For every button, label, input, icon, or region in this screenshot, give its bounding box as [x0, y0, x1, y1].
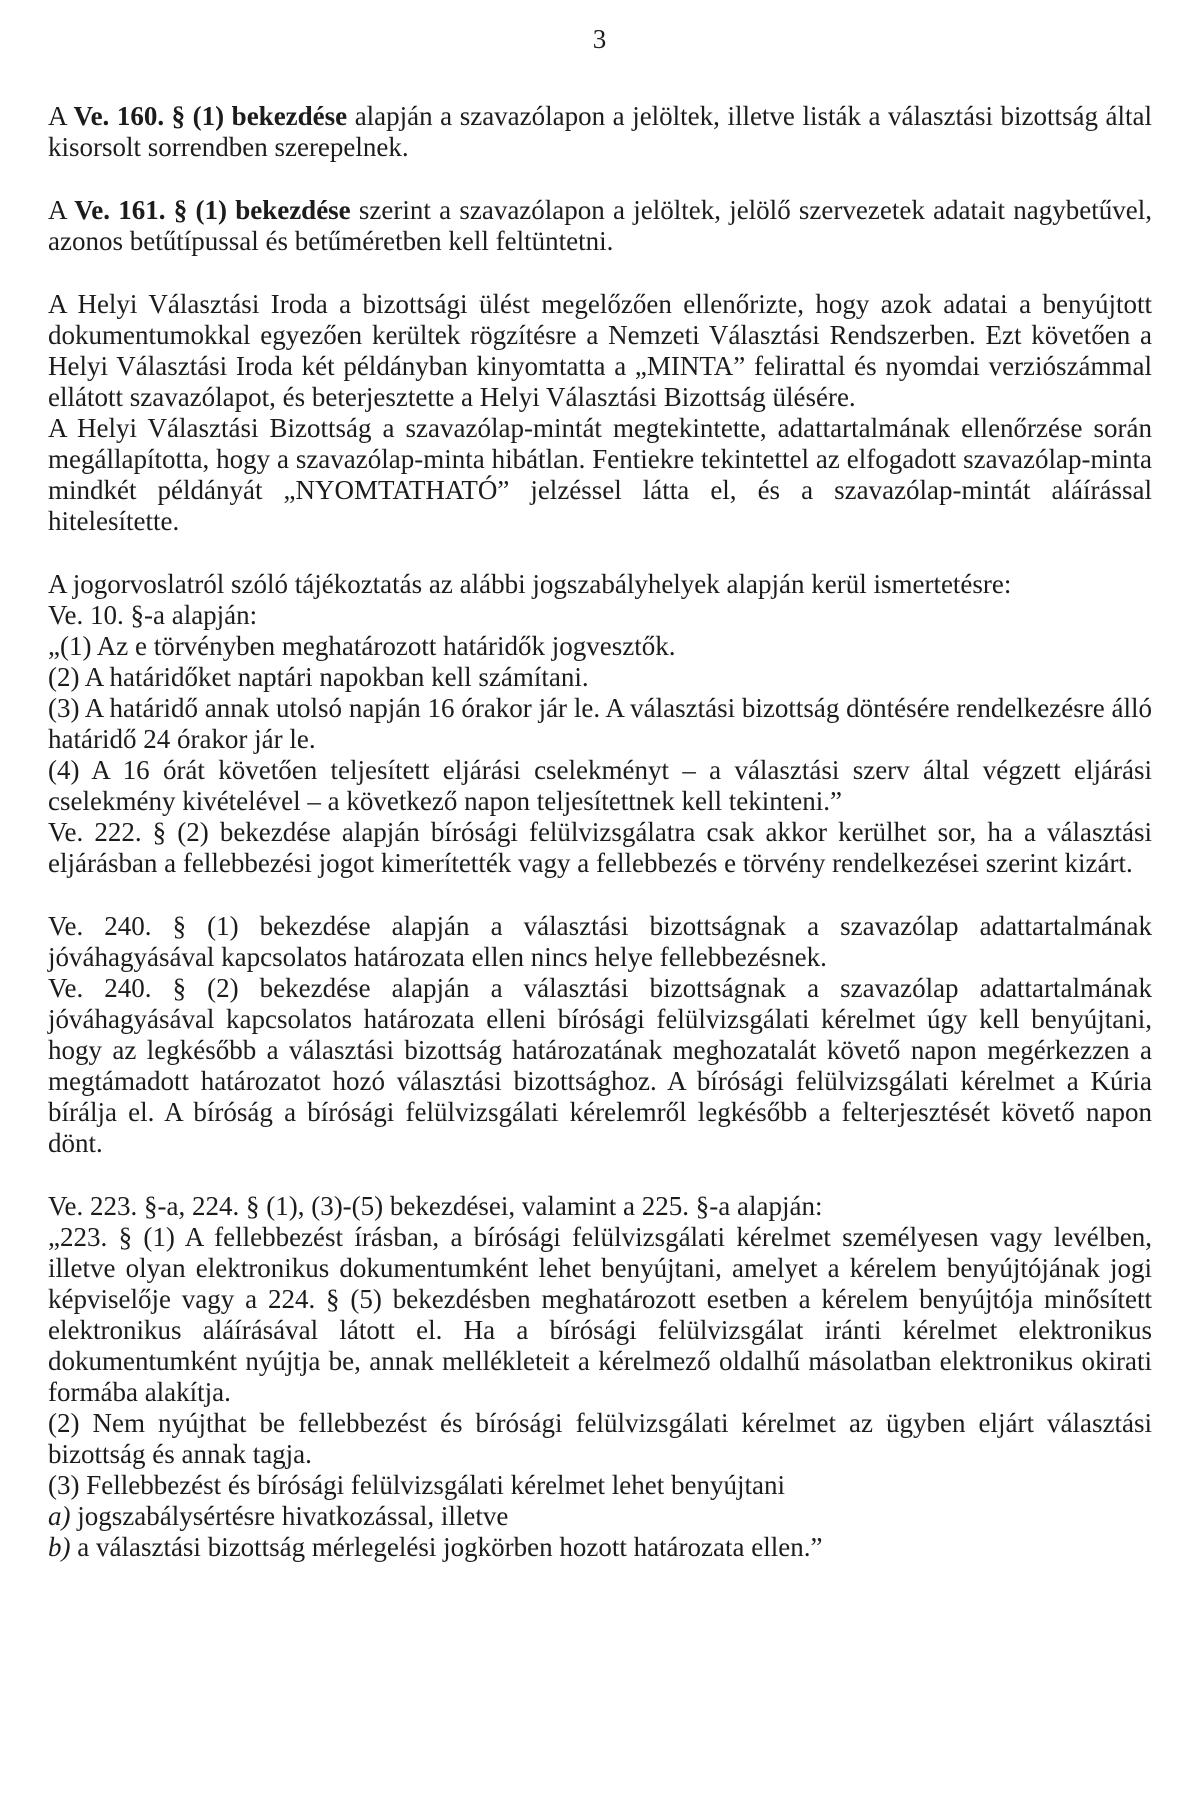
text-run: alapján a szavazólapon a jelöltek, illetve listák a választási bizottság által kisorsolt sorrendben szerepelnek.: [48, 101, 1152, 162]
text-run: a választási bizottság mérlegelési jogkörben hozott határozata ellen.”: [70, 1532, 823, 1562]
paragraph-223-2: (2) Nem nyújthat be fellebbezést és bírósági felülvizsgálati kérelmet az ügyben eljárt választási bizottság és annak tagja.: [48, 1408, 1152, 1469]
paragraph-ve-10-1: „(1) Az e törvényben meghatározott határidők jogvesztők.: [48, 631, 676, 661]
text-run: A: [48, 101, 74, 131]
text-run: jogszabálysértésre hivatkozással, illetve: [70, 1501, 509, 1531]
law-reference-ve-161: Ve. 161. § (1) bekezdése: [74, 195, 351, 225]
paragraph-ve-222: Ve. 222. § (2) bekezdése alapján bírósági felülvizsgálatra csak akkor kerülhet sor, ha a választási eljárásban a fellebbezési jogot kimerítették vagy a fellebbezés e törvény rendelkezései szerint kizárt.: [48, 817, 1152, 878]
paragraph-ve-223-intro: Ve. 223. §-a, 224. § (1), (3)-(5) bekezdései, valamint a 225. §-a alapján:: [48, 1191, 823, 1221]
paragraph-ve-240-2: Ve. 240. § (2) bekezdése alapján a választási bizottságnak a szavazólap adattartalmának jóváhagyásával kapcsolatos határozata elleni bírósági felülvizsgálati kérelmet úgy kell benyújtani, hogy az legkésőbb a választási bizottság határozatának meghozatalát követő napon megérkezzen a megtámadott határozatot hozó választási bizottsághoz. A bírósági felülvizsgálati kérelmet a Kúria bírálja el. A bíróság a bírósági felülvizsgálati kérelemről legkésőbb a felterjesztését követő napon dönt.: [48, 973, 1152, 1158]
list-marker-b: b): [48, 1532, 71, 1562]
law-reference-ve-160: Ve. 160. § (1) bekezdése: [73, 101, 348, 131]
paragraph-ve-10-intro: Ve. 10. §-a alapján:: [48, 600, 258, 630]
text-run: szerint a szavazólapon a jelöltek, jelölő szervezetek adatait nagybetűvel, azonos betűtípussal és betűméretben kell feltüntetni.: [48, 195, 1152, 256]
paragraph-ve-161: [48, 195, 1152, 257]
paragraph-223-1: „223. § (1) A fellebbezést írásban, a bírósági felülvizsgálati kérelmet személyesen vagy levélben, illetve olyan elektronikus dokumentumként lehet benyújtani, amelyet a kérelem benyújtójának jogi képviselője vagy a 224. § (5) bekezdésben meghatározott esetben a kérelem benyújtója minősített elektronikus aláírásával látott el. Ha a bírósági felülvizsgálat iránti kérelmet elektronikus dokumentumként nyújtja be, annak mellékleteit a kérelmező oldalhű másolatban elektronikus okirati formába alakítja.: [48, 1222, 1152, 1407]
list-item-a: [48, 1501, 1152, 1532]
paragraph-223-3: (3) Fellebbezést és bírósági felülvizsgálati kérelmet lehet benyújtani: [48, 1470, 785, 1500]
paragraph-ve-160: [48, 101, 1152, 163]
paragraph-ve-10-4: (4) A 16 órát követően teljesített eljárási cselekményt – a választási szerv által végzett eljárási cselekmény kivételével – a következő napon teljesítettnek kell tekinteni.”: [48, 755, 1152, 816]
list-marker-a: a): [48, 1501, 71, 1531]
list-item-b: [48, 1532, 1152, 1563]
page-number: 3: [592, 24, 608, 54]
paragraph-ve-10-3: (3) A határidő annak utolsó napján 16 órakor jár le. A választási bizottság döntésére rendelkezésre álló határidő 24 órakor jár le.: [48, 693, 1152, 754]
paragraph-jogorvoslat-intro: A jogorvoslatról szóló tájékoztatás az alábbi jogszabályhelyek alapján kerül ismertetésre:: [48, 569, 1012, 599]
text-run: A: [48, 195, 75, 225]
paragraph-ve-240-1: Ve. 240. § (1) bekezdése alapján a választási bizottságnak a szavazólap adattartalmának jóváhagyásával kapcsolatos határozata ellen nincs helye fellebbezésnek.: [48, 911, 1152, 972]
paragraph-helyi-valasztasi-bizottsag: A Helyi Választási Bizottság a szavazólap-mintát megtekintette, adattartalmának ellenőrzése során megállapította, hogy a szavazólap-minta hibátlan. Fentiekre tekintettel az elfogadott szavazólap-minta mindkét példányát „NYOMTATHATÓ” jelzéssel látta el, és a szavazólap-mintát aláírással hitelesítette.: [48, 413, 1152, 536]
paragraph-helyi-valasztasi-iroda: A Helyi Választási Iroda a bizottsági ülést megelőzően ellenőrizte, hogy azok adatai a benyújtott dokumentumokkal egyezően kerültek rögzítésre a Nemzeti Választási Rendszerben. Ezt követően a Helyi Választási Iroda két példányban kinyomtatta a „MINTA” felirattal és nyomdai verziószámmal ellátott szavazólapot, és beterjesztette a Helyi Választási Bizottság ülésére.: [48, 289, 1152, 412]
paragraph-ve-10-2: (2) A határidőket naptári napokban kell számítani.: [48, 662, 589, 692]
